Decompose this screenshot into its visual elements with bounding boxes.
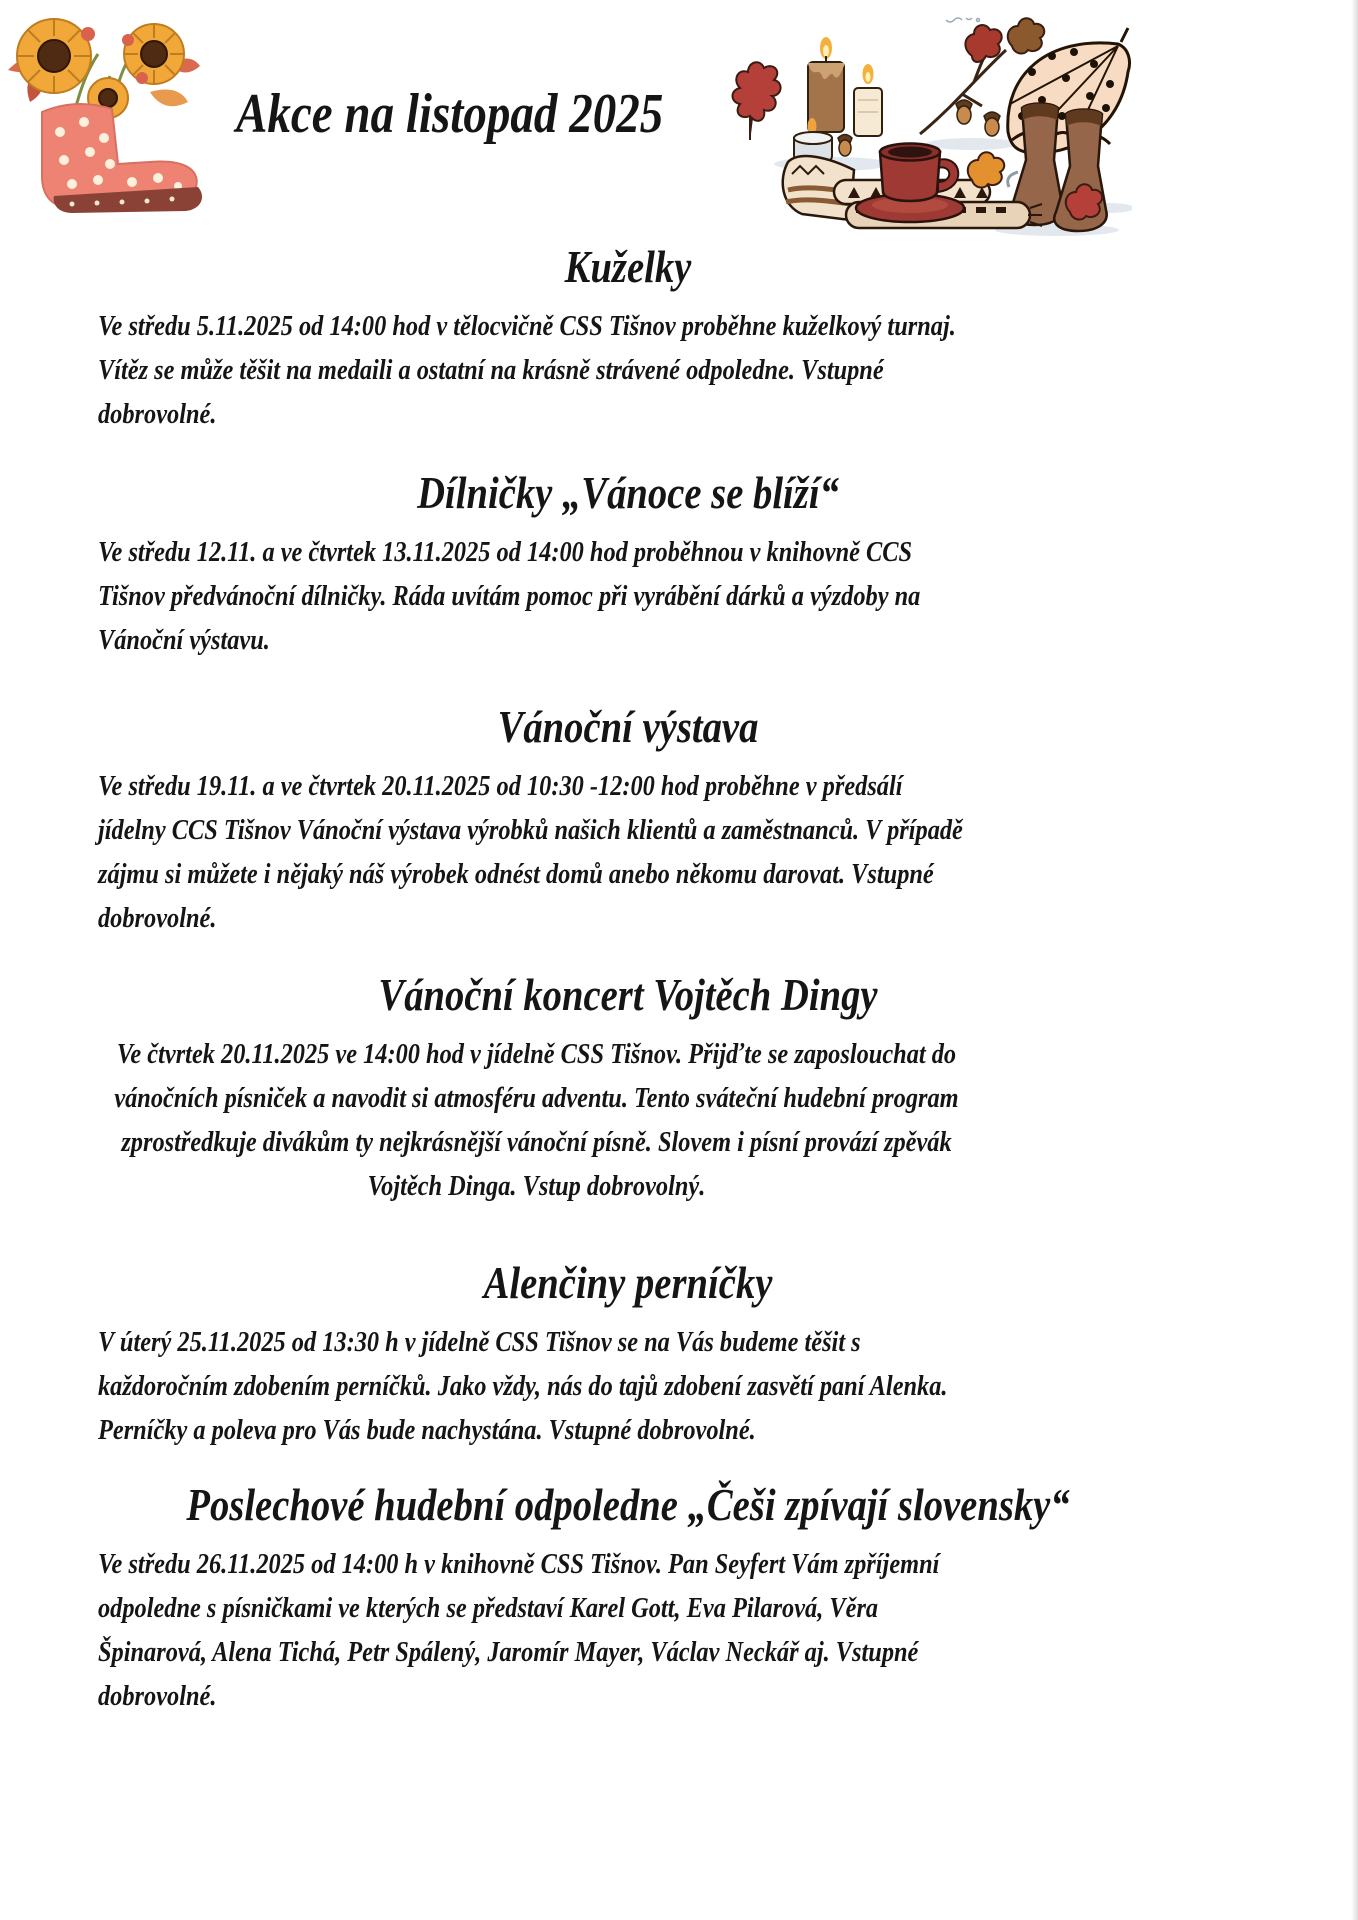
event-description: Ve středu 5.11.2025 od 14:00 hod v tělocvičně CSS Tišnov proběhne kuželkový turnaj. Vítěz se může těšit na medaili a ostatní na krásně strávené odpoledne. Vstupné dobrovolné. [98,310,956,430]
event-section-vanocni-koncert [88,966,1168,1208]
event-description: Ve čtvrtek 20.11.2025 ve 14:00 hod v jídelně CSS Tišnov. Přijďte se zaposlouchat do vánočních písniček a navodit si atmosféru adventu. Tento sváteční hudební program zprostředkuje divákům ty nejkrásnější vánoční písně. Slovem i písní provází zpěvák Vojtěch Dinga. Vstup dobrovolný. [114,1038,959,1202]
event-section-alenciny-pernicky [88,1254,1168,1452]
event-description: Ve středu 26.11.2025 od 14:00 h v knihovně CSS Tišnov. Pan Seyfert Vám zpříjemní odpoledne s písničkami ve kterých se představí Karel Gott, Eva Pilarová, Věra Špinarová, Alena Tichá, Petr Spálený, Jaromír Mayer, Václav Neckář aj. Vstupné dobrovolné. [98,1548,940,1712]
event-section-dilnicky [88,464,1168,662]
event-heading: Poslechové hudební odpoledne „Češi zpívají slovensky“ [186,1479,1070,1530]
event-description: Ve středu 19.11. a ve čtvrtek 20.11.2025 od 10:30 -12:00 hod proběhne v předsálí jídelny CCS Tišnov Vánoční výstava výrobků našich klientů a zaměstnanců. V případě zájmu si můžete i nějaký náš výrobek odnést domů anebo někomu darovat. Vstupné dobrovolné. [98,770,963,934]
event-section-poslechove-odpoledne [88,1476,1168,1718]
event-description: V úterý 25.11.2025 od 13:30 h v jídelně CSS Tišnov se na Vás budeme těšit s každoročním zdobením perníčků. Jako vždy, nás do tajů zdobení zasvětí paní Alenka. Perníčky a poleva pro Vás bude nachystána. Vstupné dobrovolné. [98,1326,948,1446]
events-list [88,0,1168,1718]
event-heading: Vánoční výstava [497,701,759,752]
scanner-edge-shadow [1351,0,1358,1920]
event-section-vanocni-vystava [88,698,1168,940]
event-heading: Vánoční koncert Vojtěch Dingy [378,969,878,1020]
event-heading: Dílničky „Vánoce se blíží“ [417,467,839,518]
event-heading: Kuželky [564,241,692,292]
event-section-kuzelky [88,238,1168,436]
event-description: Ve středu 12.11. a ve čtvrtek 13.11.2025 od 14:00 hod proběhnou v knihovně CCS Tišnov předvánoční dílničky. Ráda uvítám pomoc při vyrábění dárků a výzdoby na Vánoční výstavu. [98,536,921,656]
sunflower-icon [17,19,91,93]
event-heading: Alenčiny perníčky [483,1257,773,1308]
page-title: Akce na listopad 2025 [236,83,664,145]
